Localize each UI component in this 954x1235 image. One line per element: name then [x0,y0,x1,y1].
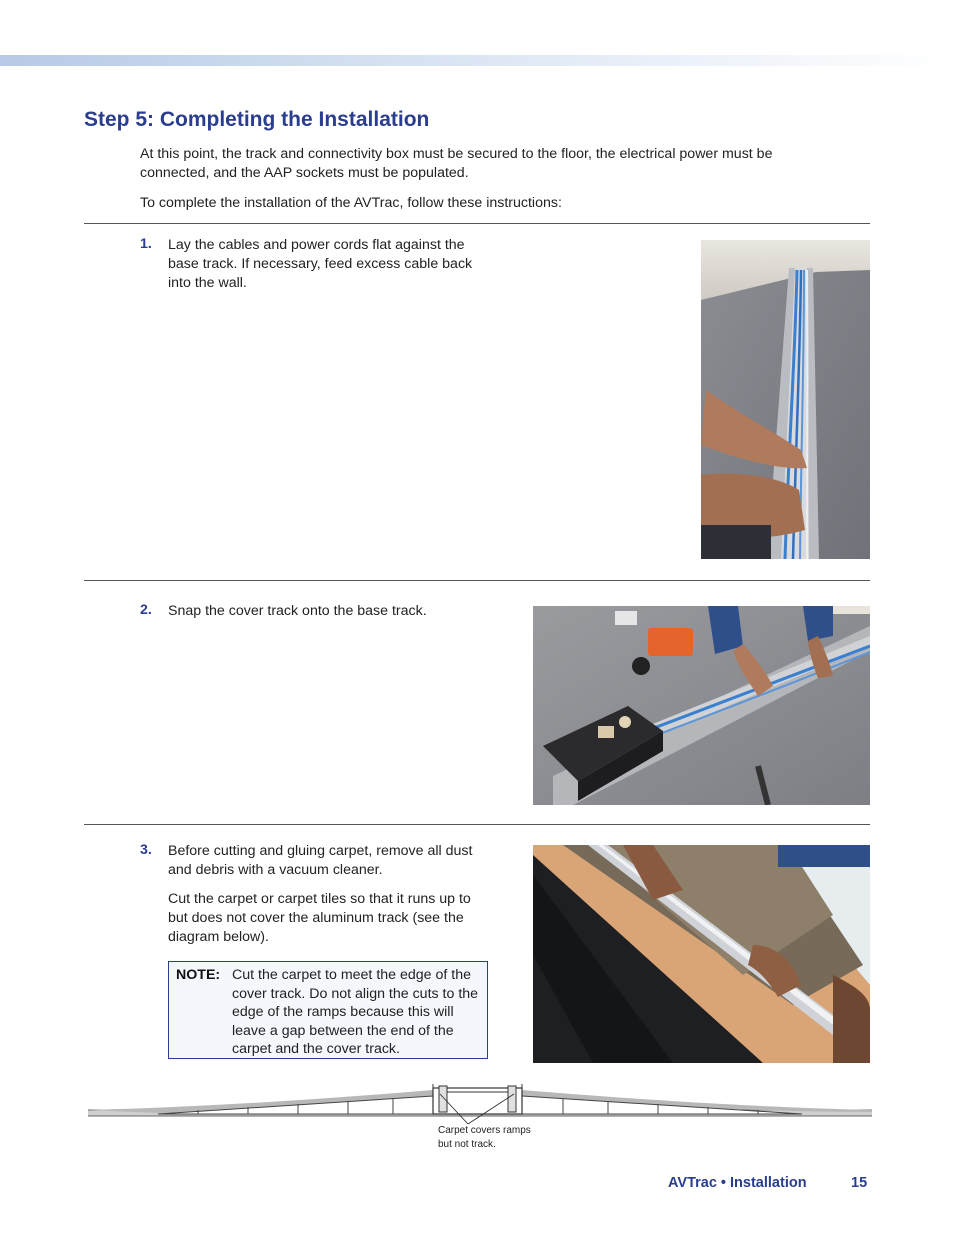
step-text: Snap the cover track onto the base track. [168,603,427,619]
step-text: Cut the carpet or carpet tiles so that it runs up to but does not cover the aluminum track (see the diagram below). [168,891,471,945]
intro-instructions: To complete the installation of the AVTrac, follow these instructions: [140,195,562,211]
track-cross-section-diagram [88,1080,872,1129]
step-text: Lay the cables and power cords flat against the base track. If necessary, feed excess cable back into the wall. [168,237,473,291]
photo-cables-on-base-track [701,240,870,559]
footer-section: AVTrac • Installation [668,1175,807,1191]
note-label: NOTE: [176,967,221,983]
header-band [0,55,954,66]
note-text: Cut the carpet to meet the edge of the cover track. Do not align the cuts to the edge of the ramps because this will leave a gap between the end of the carpet and the cover track. [232,967,479,1058]
divider [84,824,870,825]
step-number: 2. [140,602,152,618]
photo-cutting-carpet [533,845,870,1063]
step-text: Before cutting and gluing carpet, remove all dust and debris with a vacuum cleaner. [168,843,473,878]
photo-snapping-cover-track [533,606,870,805]
note-box [168,961,488,1059]
divider [84,223,870,224]
diagram-callout [438,1124,531,1151]
intro-paragraph: At this point, the track and connectivity box must be secured to the floor, the electrical power must be connected, and the AAP sockets must be populated. [140,146,773,181]
step-number: 1. [140,236,152,252]
page-number: 15 [851,1175,868,1191]
page-title: Step 5: Completing the Installation [84,108,430,131]
callout-line: Carpet covers ramps [438,1125,531,1136]
callout-line: but not track. [438,1138,496,1150]
step-number: 3. [140,842,152,858]
divider [84,580,870,581]
